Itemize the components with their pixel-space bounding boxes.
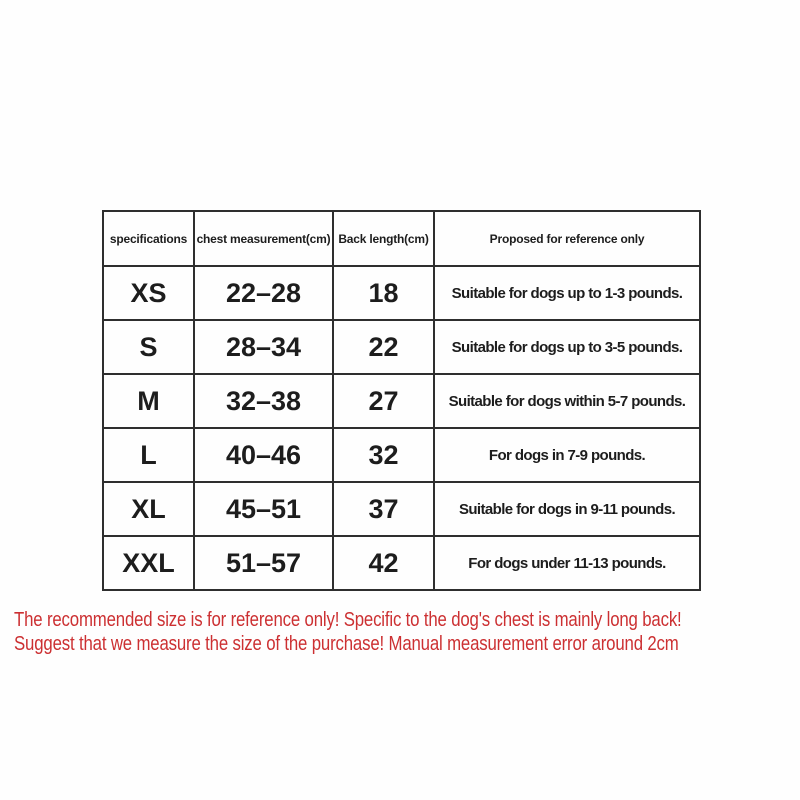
- size-cell: XS: [103, 266, 194, 320]
- note-cell: For dogs in 7-9 pounds.: [434, 428, 700, 482]
- chest-cell: 32–38: [194, 374, 333, 428]
- note-cell: For dogs under 11-13 pounds.: [434, 536, 700, 590]
- disclaimer-line-2: Suggest that we measure the size of the purchase! Manual measurement error around 2cm: [14, 632, 679, 655]
- size-cell: L: [103, 428, 194, 482]
- table-row-s: [103, 320, 700, 374]
- table-row-xxl: [103, 536, 700, 590]
- back-length-cell: 22: [333, 320, 434, 374]
- chest-cell: 51–57: [194, 536, 333, 590]
- back-length-cell: 37: [333, 482, 434, 536]
- back-length-cell: 32: [333, 428, 434, 482]
- note-cell: Suitable for dogs up to 3-5 pounds.: [434, 320, 700, 374]
- column-header-specifications: specifications: [103, 211, 194, 266]
- column-header-back-length: Back length(cm): [333, 211, 434, 266]
- note-cell: Suitable for dogs within 5-7 pounds.: [434, 374, 700, 428]
- table-row-l: [103, 428, 700, 482]
- column-header-chest-measurement: chest measurement(cm): [194, 211, 333, 266]
- back-length-cell: 42: [333, 536, 434, 590]
- chest-cell: 22–28: [194, 266, 333, 320]
- chest-cell: 45–51: [194, 482, 333, 536]
- disclaimer-line-1: The recommended size is for reference only! Specific to the dog's chest is mainly long back!: [14, 609, 682, 631]
- back-length-cell: 18: [333, 266, 434, 320]
- size-cell: M: [103, 374, 194, 428]
- size-chart-table: [102, 210, 701, 591]
- table-header-row: [103, 211, 700, 266]
- chest-cell: 40–46: [194, 428, 333, 482]
- size-cell: XL: [103, 482, 194, 536]
- size-cell: XXL: [103, 536, 194, 590]
- column-header-reference-note: Proposed for reference only: [434, 211, 700, 266]
- chest-cell: 28–34: [194, 320, 333, 374]
- note-cell: Suitable for dogs in 9-11 pounds.: [434, 482, 700, 536]
- table-row-m: [103, 374, 700, 428]
- back-length-cell: 27: [333, 374, 434, 428]
- table-row-xs: [103, 266, 700, 320]
- note-cell: Suitable for dogs up to 1-3 pounds.: [434, 266, 700, 320]
- table-row-xl: [103, 482, 700, 536]
- size-cell: S: [103, 320, 194, 374]
- disclaimer-text: [14, 609, 682, 656]
